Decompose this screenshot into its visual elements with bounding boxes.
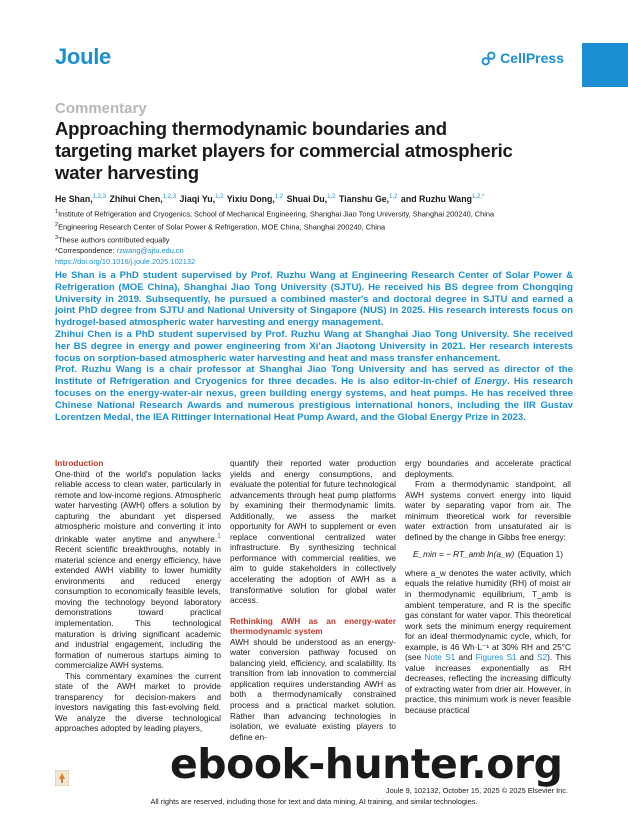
doi-link[interactable]: https://doi.org/10.1016/j.joule.2025.102132 [55, 256, 196, 266]
journal-name-energy[interactable]: Energy [474, 376, 508, 388]
bio-chen: Zhihui Chen is a PhD student supervised by Prof. Ruzhu Wang at Shanghai Jiao Tong University. She received her BS degree in energy and power engineering from Xi'an Jiaotong University in 2021. Her research interests focus on sorption-based atmospheric water harvesting and heat and mass transfer enhancement. [55, 328, 573, 364]
author[interactable]: Tianshu Ge, [338, 194, 390, 204]
bio-wang: Prof. Ruzhu Wang is a chair professor at Shanghai Jiao Tong University and has served as director of the Institute of Refrigeration and Cryogenics for three decades. He is also editor-in-chief of Energy. His research focuses on the energy-water-air nexus, green building energy systems, and heat pumps. He has received three Chinese National Research Awards and numerous prestigious international honors, including the IIR Gustav Lorentzen Medal, the IEA Rittinger International Heat Pump Award, and the Global Energy Prize in 2023. [55, 364, 573, 423]
author-affil-sup: 1,2 [215, 194, 224, 201]
article-type: Commentary [55, 100, 147, 117]
figure-s2-link[interactable]: S2 [537, 652, 548, 663]
note-s1-link[interactable]: Note S1 [424, 652, 456, 663]
journal-name: Joule [55, 44, 111, 69]
body-column-2 [230, 458, 396, 742]
body-paragraph: quantify their reported water production yields and energy consumptions, and evaluate the potential for future technological advancements through heat pump platforms by examining their thermodynamic limits. Additionally, we assess the market opportunity for AWH to supplement or even replace conventional centralized water infrastructure. By synthesizing technical performance with commercial realities, we aim to guide stakeholders in collectively accelerating the adoption of AWH as a transformative solution for global water access. [230, 458, 396, 606]
section-heading-introduction: Introduction [55, 458, 104, 468]
body-paragraph: From a thermodynamic standpoint, all AWH systems convert energy into liquid water by separating vapor from air. The minimum theoretical work for reversible water extraction from unsaturated air is defined by the change in Gibbs free energy: [405, 479, 571, 542]
footer-citation: Joule 9, 102132, October 15, 2025 © 2025 Elsevier Inc. [385, 786, 568, 795]
body-paragraph: AWH should be understood as an energy-water conversion pathway focused on balancing yield, efficiency, and scalability. Its transition from lab innovation to commercial application requires understanding AWH as both a thermodynamically constrained process and a practical market solution. Rather than advancing technologies in isolation, we evaluate existing players to define en- [230, 636, 396, 742]
author-affil-sup: 1,2,3 [92, 194, 106, 201]
correspondence: *Correspondence: rzwang@sjtu.edu.cn [55, 246, 184, 256]
author-list [55, 194, 485, 204]
author-affil-sup: 1,2,* [471, 194, 485, 201]
body-paragraph: One-third of the world's population lacks reliable access to clean water, particularly in remote and low-income regions. Atmospheric water harvesting (AWH) offers a solution by capturing the abundant yet dispersed atmospheric moisture and converting it into drinkable water anytime and anywhere.$^1$ Recent scientific breakthroughs, notably in material science and energy efficiency, have extended AWH viability to lower humidity environments and reduced energy consumption to economically feasible levels, moving the technology beyond laboratory demonstrations toward practical implementation. This technological maturation is driving significant academic and industrial engagement, including the formation of numerous startups aiming to commercialize AWH systems. [55, 468, 222, 671]
email-link[interactable]: rzwang@sjtu.edu.cn [116, 246, 184, 256]
body-paragraph: where a_w denotes the water activity, which equals the relative humidity (RH) of moist air in thermodynamic equilibrium, T_amb is ambient temperature, and R is the specific gas constant for water vapor. This theoretical work sets the minimum energy requirement for an ideal thermodynamic cycle, which, for example, is 46 Wh·L⁻¹ at 30% RH and 25°C (see Note S1 and Figures S1 and S2). This value increases exponentially as RH decreases, reflecting the increasing difficulty of extracting water from drier air. However, in practice, this minimum work is never feasible because practical [405, 567, 571, 716]
author-affil-sup: 1,2 [274, 194, 284, 201]
body-column-1 [55, 458, 221, 734]
footer-rights: All rights are reserved, including those for text and data mining, AI training, and similar technologies. [150, 797, 478, 806]
bio-shan: He Shan is a PhD student supervised by Prof. Ruzhu Wang at Engineering Research Center of Solar Power & Refrigeration (MOE China), Shanghai Jiao Tong University (SJTU). He received his BS degree from Chongqing University in 2019. Subsequently, he pursued a combined master's and doctoral degree in SJTU and earned a joint PhD degree from SJTU and National University of Singapore (NUS) in 2025. His research interests focus on hydrogel-based atmospheric water harvesting and energy management. [55, 270, 573, 329]
article-title: Approaching thermodynamic boundaries and targeting market players for commercial atmospheric water harvesting [55, 118, 513, 183]
equation-number: (Equation 1) [517, 549, 563, 560]
author[interactable]: Shuai Du, [286, 194, 328, 204]
author[interactable]: Yixiu Dong, [226, 194, 275, 204]
body-column-3 [405, 458, 571, 716]
author[interactable]: He Shan, [55, 194, 93, 204]
watermark: ebook-hunter.org [170, 740, 563, 788]
author-affil-sup: 1,2 [389, 194, 398, 201]
affiliations [55, 207, 494, 267]
elsevier-logo-icon [55, 770, 69, 786]
affiliation: $^2$Engineering Research Center of Solar Power & Refrigeration, MOE China, Shanghai 200240, China [55, 222, 386, 232]
affiliation: $^1$Institute of Refrigeration and Cryogenics, School of Mechanical Engineering, Shanghai Jiao Tong University, Shanghai 200240, China [55, 209, 495, 219]
corner-tab [582, 43, 628, 87]
author[interactable]: Zhihui Chen, [109, 194, 163, 204]
equation-body: E_min = − RT_amb ln(a_w) [413, 549, 515, 560]
body-paragraph: This commentary examines the current state of the AWH market to provide transparency for decision-makers and investors navigating this fast-evolving field. We analyze the diverse technological approaches adopted by leading players, [55, 670, 221, 734]
body-paragraph: ergy boundaries and accelerate practical deployments. [405, 458, 571, 479]
affiliation: $^3$These authors contributed equally [55, 235, 170, 245]
author[interactable]: and Ruzhu Wang [400, 194, 472, 204]
figures-s1-link[interactable]: Figures S1 [475, 652, 517, 663]
cellpress-logo-icon [481, 51, 496, 66]
author[interactable]: Jiaqi Yu, [179, 194, 216, 204]
publisher-logo [481, 50, 564, 66]
equation-1 [405, 549, 571, 560]
author-bios [55, 270, 573, 423]
section-heading-rethinking: Rethinking AWH as an energy-water thermodynamic system [230, 615, 396, 637]
publisher-name: CellPress [500, 50, 564, 66]
reference-link[interactable]: 1 [217, 532, 221, 540]
author-affil-sup: 1,2 [327, 194, 336, 201]
author-affil-sup: 1,2,3 [162, 194, 177, 201]
